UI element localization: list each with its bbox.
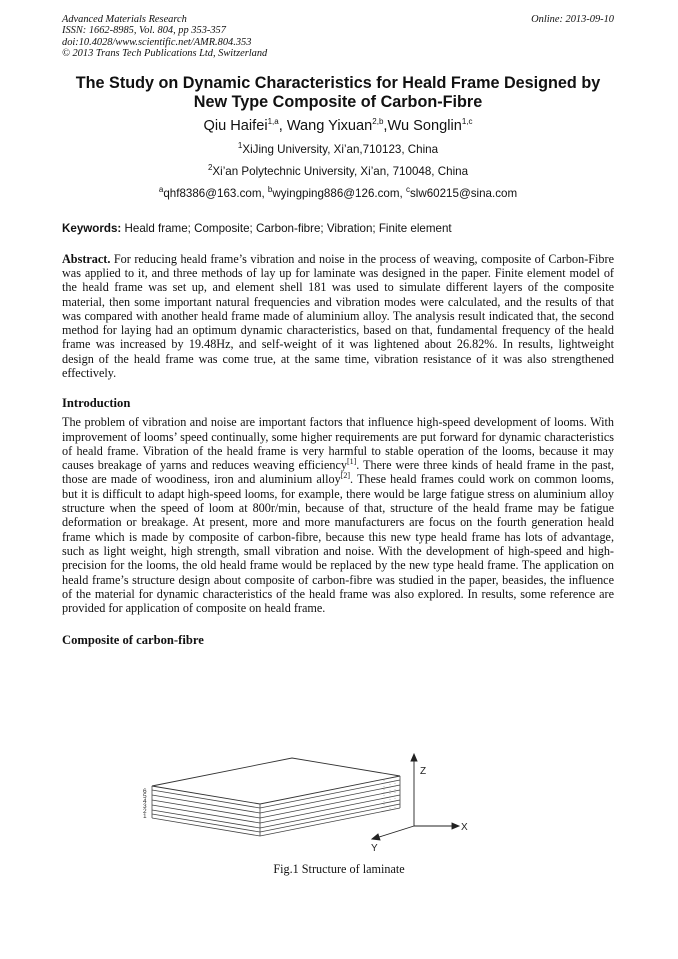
layer-line (152, 800, 260, 818)
email: qhf8386@163.com, (163, 186, 268, 200)
y-axis-arrow (372, 834, 380, 840)
email: wyingping886@126.com, (272, 186, 406, 200)
authors: Qiu Haifei$^{1,a}$, Wang Yixuan$^{2,b}$,Wu Songlin$^{1,c}$ (203, 116, 473, 134)
layer-label: 6 (143, 788, 147, 795)
author-sup: 1,c (461, 116, 473, 126)
axes (372, 754, 459, 840)
affiliation-1 (62, 140, 614, 157)
figure-caption: Fig.1 Structure of laminate (273, 862, 405, 876)
laminate-figure (140, 748, 480, 863)
email-sup: b (267, 184, 273, 194)
email-sup: c (405, 184, 410, 194)
layer-line (152, 810, 260, 828)
layer-line (260, 804, 400, 832)
affiliation-2 (62, 162, 614, 179)
layer-line (152, 814, 260, 832)
emails (62, 184, 614, 201)
section-heading-composite: Composite of carbon-fibre (62, 633, 204, 648)
abstract (62, 252, 614, 381)
affiliation-sup: 1 (237, 140, 243, 150)
author-sup: 2,b (372, 116, 384, 126)
page (62, 14, 614, 648)
author-sup: 1,a (267, 116, 279, 126)
introduction-heading: Introduction (62, 396, 131, 411)
author-name: Wang Yixuan (286, 117, 373, 134)
layer-label: 4 (143, 798, 147, 805)
introduction-paragraph (62, 415, 614, 615)
x-axis-label: X (461, 822, 468, 833)
keywords (62, 222, 614, 235)
abstract-text: For reducing heald frame’s vibration and noise in the process of weaving, composite of Carbon-Fibre was applied to it, and three methods of lay up for laminate was designed in the paper. Finite element model of the heald frame was set up, and element shell 181 was used to simulate different layers of the composite material, then some important natural frequencies and vibration modes were calculated, and the results of that was compared with another heald frame made of aluminium alloy. The analysis result indicated that, the second method for laying had an optimum dynamic characteristics, based on that, fundamental frequency of the heald frame was increased by 19.48Hz, and self-weight of it was lightened about 26.82%. In results, lightweight design of the heald frame was come true, at the same time, vibration resistance of it was also strengthened effectively. (62, 251, 614, 380)
journal-info (62, 14, 267, 60)
intro-text: . There were three kinds of heald frame in the past, those are made of woodiness, iron and aluminium alloy (62, 458, 614, 487)
copyright: © 2013 Trans Tech Publications Ltd, Switzerland (62, 48, 268, 60)
citation-1: [1] (346, 457, 357, 467)
y-axis-label: Y (371, 843, 378, 854)
intro-text: The problem of vibration and noise are important factors that influence high-speed development of looms. With improvement of looms’ speed continually, some higher requirements are put forward for dynamic characteristics of heald frame. Vibration of the heald frame is very harmful to stable operation of the looms, because it may causes breakage of yarns and reduces weaving efficiency (62, 415, 614, 473)
layer-label: 2 (143, 808, 147, 815)
y-axis-line (376, 826, 414, 838)
affiliation-text: XiJing University, Xi’an,710123, China (242, 142, 439, 156)
issn: ISSN: 1662-8985, Vol. 804, pp 353-357 (62, 25, 226, 37)
abstract-label: Abstract. (62, 251, 111, 266)
online-date: Online: 2013-09-10 (531, 14, 614, 25)
keywords-text: Heald frame; Composite; Carbon-fibre; Vibration; Finite element (124, 221, 452, 235)
keywords-label: Keywords: (62, 221, 122, 235)
doi: doi:10.4028/www.scientific.net/AMR.804.353 (62, 36, 252, 48)
paper-title: The Study on Dynamic Characteristics for Heald Frame Designed by New Type Composite of Carbon-Fibre (75, 73, 601, 111)
email: slw60215@sina.com (409, 186, 518, 200)
author-name: Wu Songlin (387, 117, 462, 134)
layer-label: 5 (143, 793, 147, 800)
laminate-diagram (140, 748, 480, 863)
x-axis-arrow (452, 823, 459, 829)
affiliation-text: Xi’an Polytechnic University, Xi’an, 710048, China (212, 164, 469, 178)
layer-label: 3 (143, 803, 147, 810)
citation-2: [2] (340, 471, 351, 481)
layer-labels (143, 788, 147, 820)
email-sup: a (158, 184, 164, 194)
layer-label: 1 (143, 813, 147, 820)
layer-line (260, 808, 400, 836)
intro-text: . These heald frames could work on common looms, but it is difficult to adapt high-speed looms, for example, there would be large fatigue stress on aluminium alloy structure when the speed of loom at 800r/min, because of that, structure of the heald frame may be fatigue deformation or breakage. At present, more and more manufacturers are focus on the fourth generation heald frame which is made by composite of carbon-fibre, because this new type heald frame has lots of advantage, such as light weight, high strength, small vibration and noise. With the development of high-speed and high-precision for the looms, the old heald frame would be replaced by the new type heald frame. The application on heald frame’s structure design about composite of carbon-fibre was studied in the paper, beasides, the influence of the material for dynamic characteristics of the heald frame was also explored. In results, some reference are provided for application of composite on heald frame. (62, 472, 614, 616)
z-axis-label: Z (420, 766, 427, 777)
author-name: Qiu Haifei (203, 117, 268, 134)
journal-name: Advanced Materials Research (62, 14, 187, 25)
affiliation-sup: 2 (207, 162, 213, 172)
z-axis-arrow (411, 754, 417, 761)
